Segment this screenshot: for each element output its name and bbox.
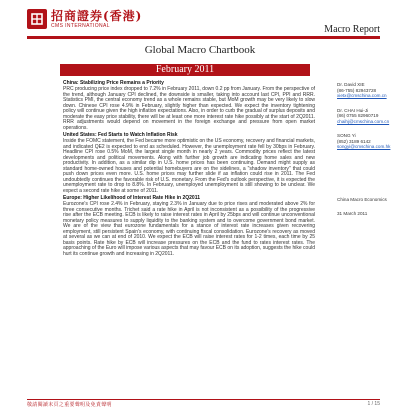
analyst-email-link[interactable]: chaihj@cmschina.com.cn <box>337 118 390 124</box>
section-title: China: Stabilizing Price Remains a Priority <box>63 80 164 86</box>
section-paragraph: Inside the FOMC statement, the Fed became more optimistic on the US economy, recovery and financial markets, and indicated QE2 is expected to end as scheduled. However, the unemployment rate fell by 30bps in February. Headline CPI rose 0.5% MoM, the largest single month in nearly 2 years. Commodity prices reflect the latest developments and political movements. Along with further job growth are indicating home sales and new productivity. In addition, as a similar dip in U.S. home prices has been continuing. Demand might supply as standard home-owned houses and potential homebuyers are on the sidelines, a "shadow inventory" that could push down prices even more. U.S. home prices may further slide if as inflation could rise in 2011. The Fed undoubtedly continues the favorable risk of U.S. monetary. From the Fed's outlook perspective, it is expected the unemployment rate to drop to 8.8%. In February, unemployed unemployment is still showing to be unclear. We expect a second rate hike at some of 2011. <box>63 138 315 194</box>
logo-name: 招商證券(香港) <box>51 8 143 23</box>
analyst-phone: (86-755) 82943728 <box>337 87 377 93</box>
logo-emblem <box>27 9 47 29</box>
sidebar-spacer <box>337 159 397 197</box>
section-paragraph: Eurozone's CPI rose 2.4% in February, staying 2.3% in January due to price rises and moderated above 2% for three consecutive months. Trichet said a rate hike in April is not inconsistent as a possibility of the progressive rise after the ECB meeting. ECB is likely to raise interest rates in April by 25bps and will continue unconventional monetary policy measures to supply liquidity to the banking system and to overcome government bond market. We are of the view that eurozone fundamentals for a stance of interest rate increases given recovering employment, still persistent Spain's economy, with continuing fiscal consolidation. Eurozone's recovery as moved at several as we can at end of 2010. We expect the ECB will raise interest rates for 1-2 times, each time by 25 basis points. Rate hike by ECB will increase pressures on the ECB and the fund to rates interest rates. The approaching of the Euro will impose various aspects that may favour ECB on its adoption, suggests the hike could hurt its continue growth and increasing in 2Q2011. <box>63 201 315 257</box>
analyst-name: Dr. CHAI Hui-Ji <box>337 107 369 113</box>
page-title: Global Macro Chartbook <box>144 44 256 56</box>
report-date-banner: February 2011 <box>60 64 310 76</box>
footer-rule <box>27 399 380 400</box>
analyst-email-link[interactable]: songyi@cmschina.com.hk <box>337 144 391 149</box>
section-title: Europe: Higher Likelihood of Interest Rate Hike in 2Q2011 <box>63 195 200 201</box>
analyst-card <box>337 108 397 125</box>
analyst-card <box>337 82 397 99</box>
analyst-phone: (86) 0755 82960719 <box>337 113 379 118</box>
page-number: 1 / 15 <box>367 401 380 407</box>
section-title: United States: Fed Starts to Watch Inflation Risk <box>63 132 178 138</box>
analyst-name: Dr. David XIE <box>337 82 365 87</box>
analyst-sidebar <box>337 82 397 217</box>
section-paragraph: PRC producing price index dropped to 7.2% in February 2011, down 0.2 pp from January. From the perspective of the trend, although January CPI declined, the downside is smaller, taking into account last CPI, PPI and RRR. Statistics PMI, the central economy trend as a whole remains stable, but MoM growth may be very likely to slow down. Chinese CPI rose 4.9% in February, slightly higher than expected. We expect the inventory tightening policy will continue given the high inflation expectations. Also, in order to curb the gradual of surplus deposits and moderate the easy price stability, there will be at least one more interest rate hike possibly at the start of 2Q2011. RRR adjustments would depend on movement in the foreign exchange and pressure from open market operations. <box>63 86 315 131</box>
analyst-email-link[interactable]: xietx@cmschina.com.cn <box>337 93 387 98</box>
main-content <box>63 80 315 258</box>
report-publish-date: 31 March 2011 <box>337 211 368 216</box>
section-china <box>63 80 315 131</box>
footer-disclaimer: 敬請閱讀末頁之重要聲明及免責聲明 <box>27 402 112 408</box>
header-rule <box>27 36 380 39</box>
analyst-name: SONG Yi <box>337 133 356 138</box>
logo-subtitle: CMS INTERNATIONAL <box>51 22 110 29</box>
section-us <box>63 132 315 194</box>
section-europe <box>63 195 315 257</box>
analyst-card <box>337 133 397 150</box>
company-logo <box>27 8 142 30</box>
report-category: China Macro Economics <box>337 196 387 202</box>
report-type: Macro Report <box>324 24 380 35</box>
analyst-phone: (852) 3189 6142 <box>337 138 371 144</box>
